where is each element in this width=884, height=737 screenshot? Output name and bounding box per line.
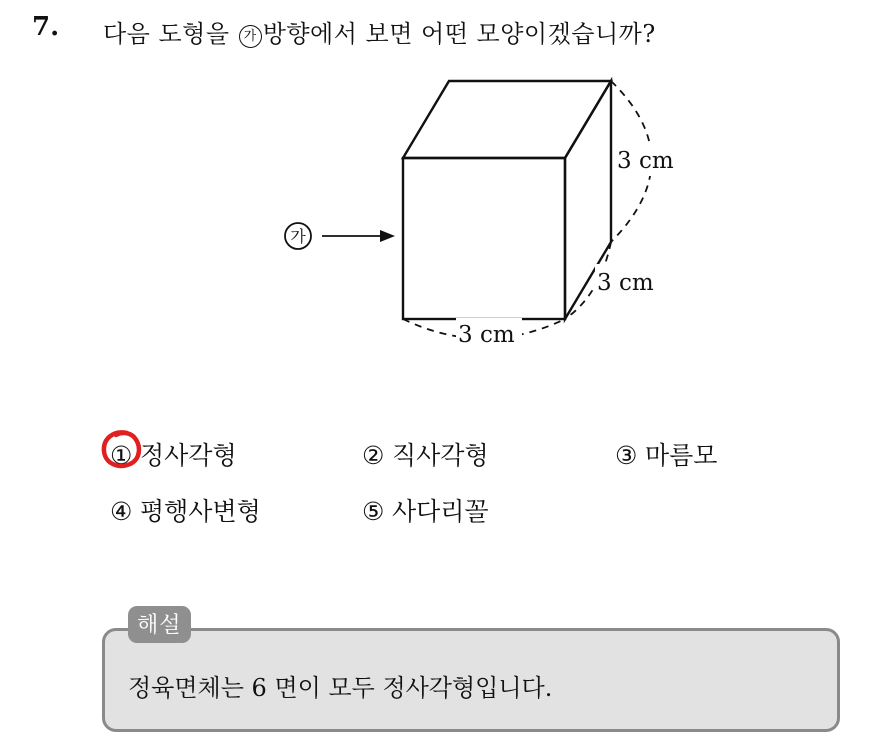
choice-3-number: ③ bbox=[615, 441, 638, 470]
label-depth-edge: 3 cm bbox=[597, 270, 654, 296]
choice-4-number: ④ bbox=[110, 497, 133, 526]
answer-mark-icon bbox=[99, 427, 149, 473]
question-number: 7. bbox=[32, 12, 60, 42]
direction-marker-label: 가 bbox=[290, 227, 306, 246]
direction-marker-inline: 가 bbox=[239, 25, 262, 48]
question-text-after: 방향에서 보면 어떤 모양이겠습니까? bbox=[262, 20, 656, 48]
question-text-before: 다음 도형을 bbox=[103, 20, 238, 48]
choice-2-text: 직사각형 bbox=[392, 441, 489, 470]
choice-3-text: 마름모 bbox=[645, 441, 718, 470]
choice-5[interactable] bbox=[362, 492, 489, 528]
choice-5-number: ⑤ bbox=[362, 497, 385, 526]
choice-4-text: 평행사변형 bbox=[140, 497, 261, 526]
label-right-edge: 3 cm bbox=[617, 148, 674, 174]
choice-5-text: 사다리꼴 bbox=[392, 497, 489, 526]
cube-front-face bbox=[403, 158, 565, 319]
choice-3[interactable] bbox=[615, 436, 717, 472]
explanation-text: 정육면체는 6 면이 모두 정사각형입니다. bbox=[128, 674, 553, 702]
choice-1-text: 정사각형 bbox=[140, 441, 237, 470]
cube-figure bbox=[270, 70, 690, 360]
question-text bbox=[103, 14, 656, 49]
cube-top-face bbox=[403, 81, 611, 158]
explanation-tag: 해설 bbox=[128, 606, 191, 643]
choice-2-number: ② bbox=[362, 441, 385, 470]
choice-1-number: ① bbox=[110, 441, 133, 470]
direction-arrow-head bbox=[380, 230, 395, 242]
label-bottom-edge: 3 cm bbox=[458, 322, 515, 348]
choice-4[interactable] bbox=[110, 492, 261, 528]
choice-2[interactable] bbox=[362, 436, 489, 472]
